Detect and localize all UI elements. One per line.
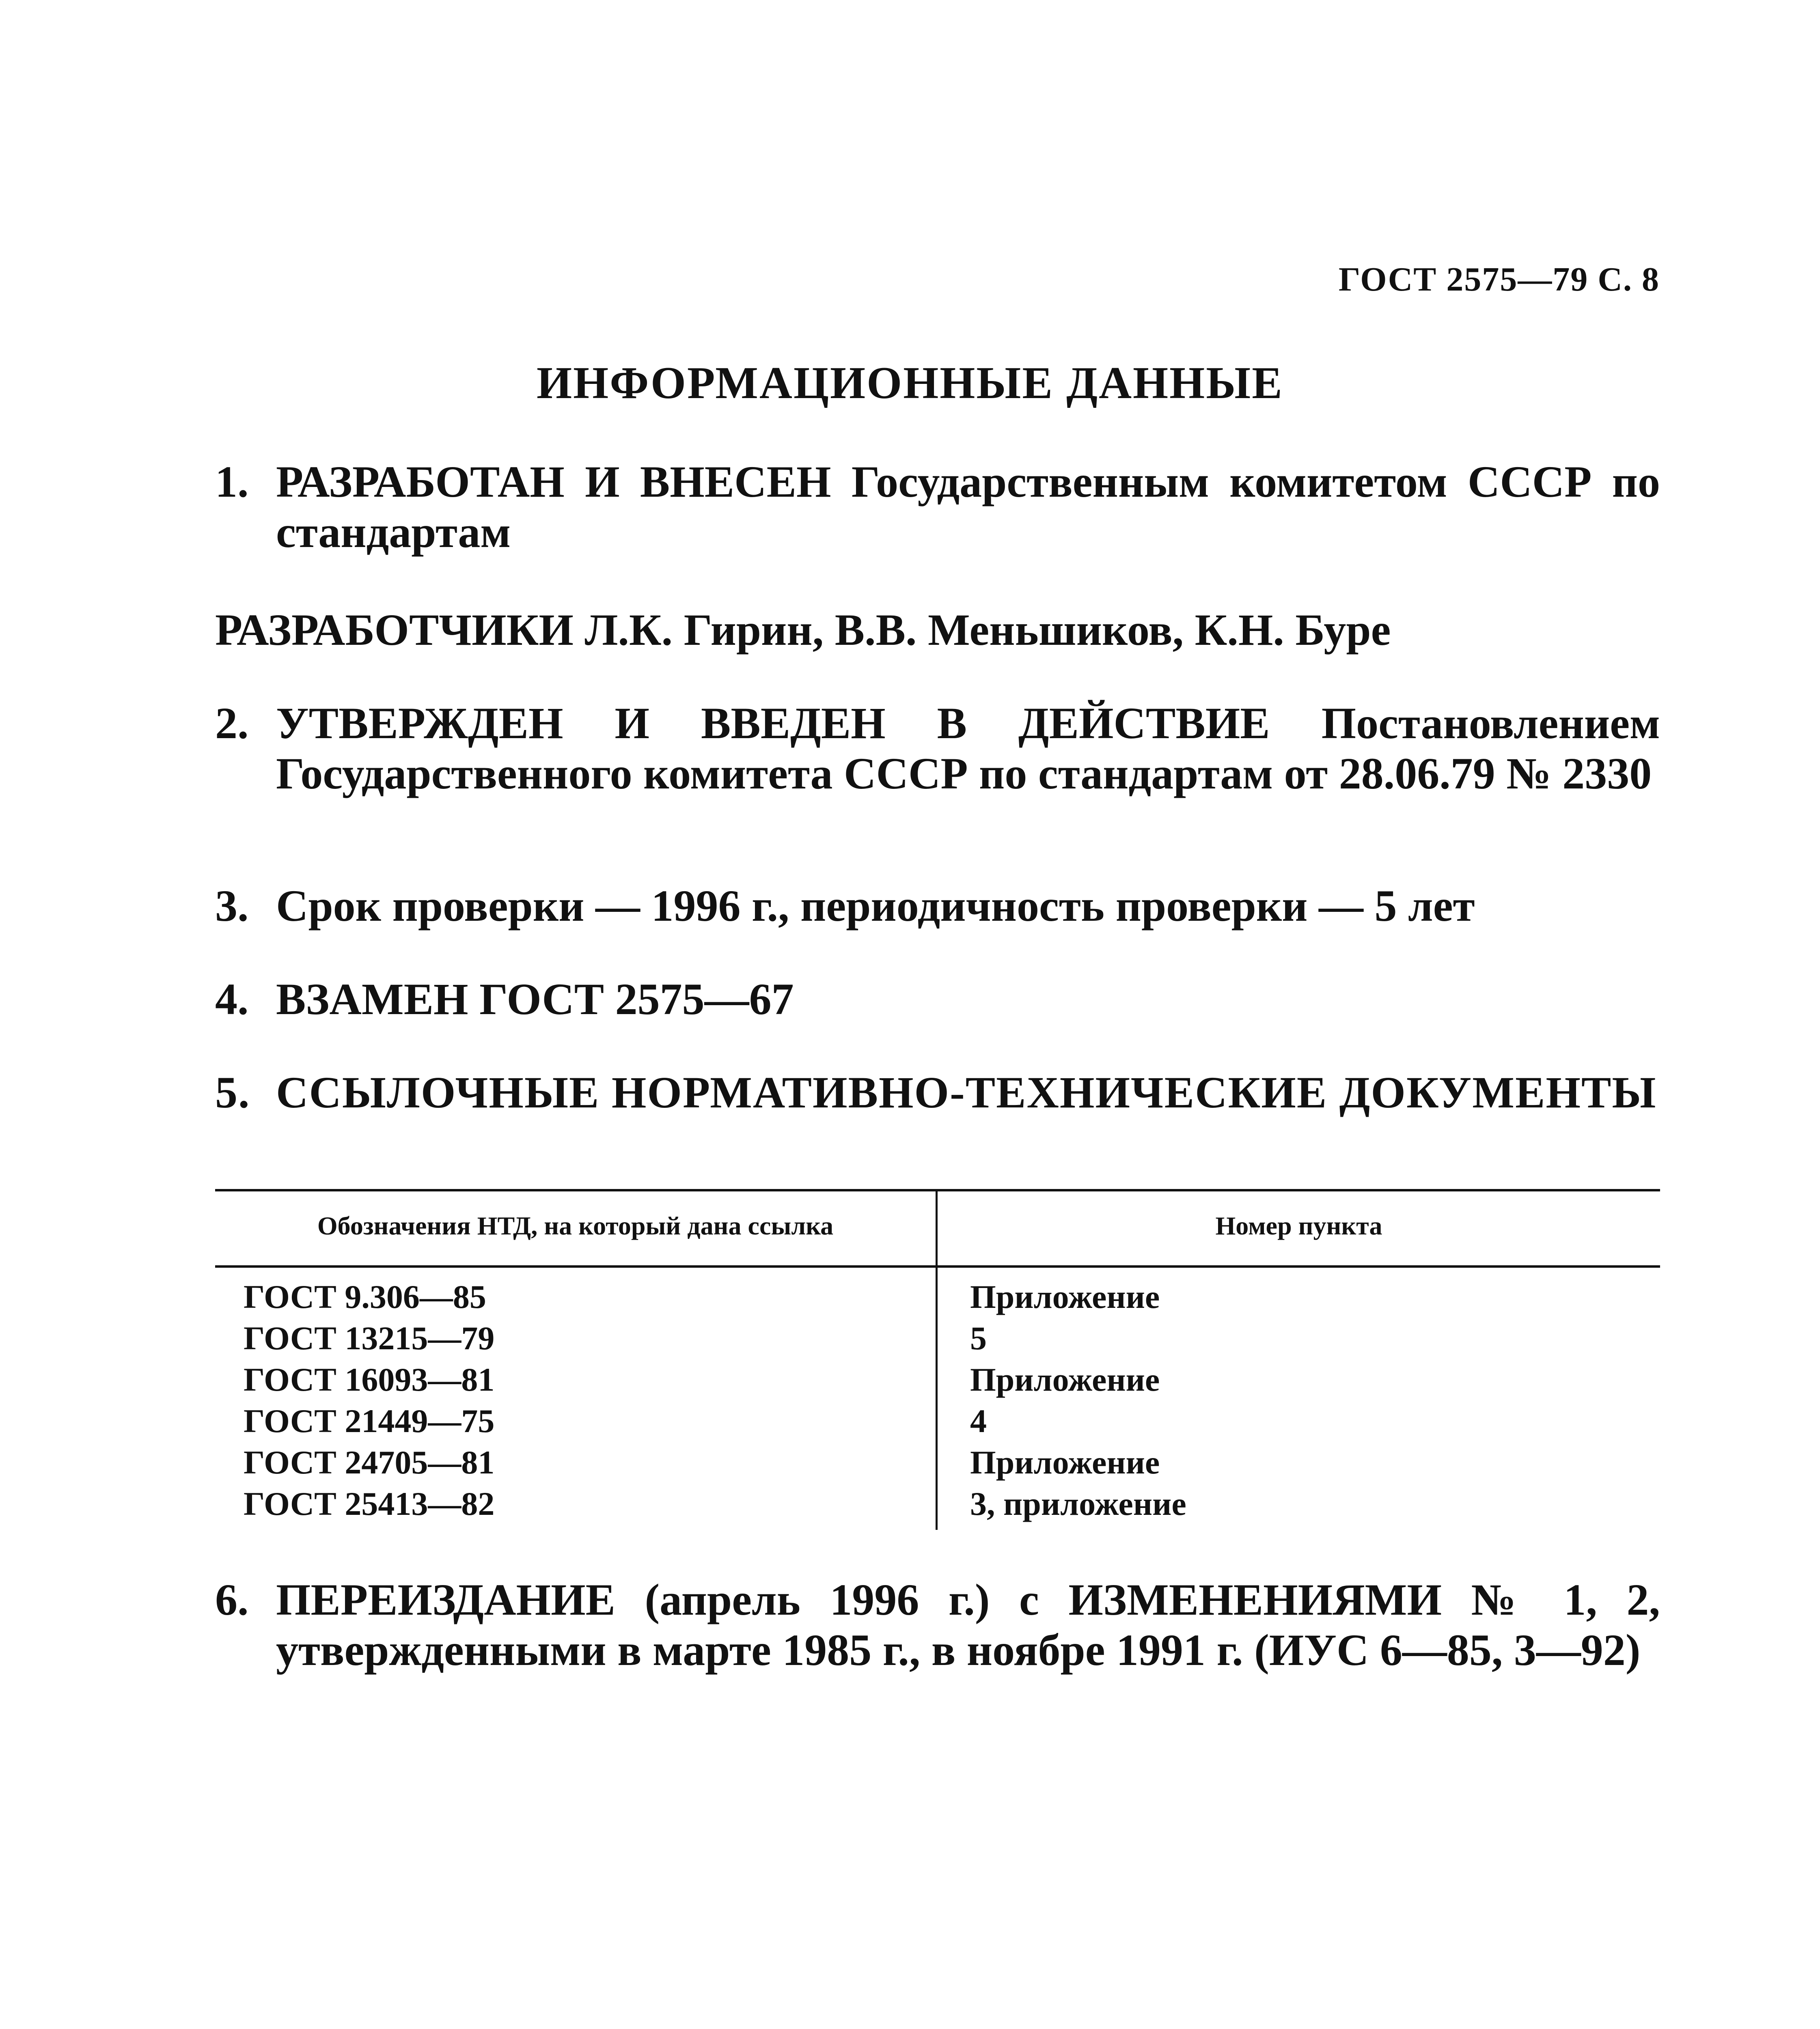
cell-designation: ГОСТ 13215—79 [244, 1320, 495, 1357]
cell-designation: ГОСТ 9.306—85 [244, 1278, 486, 1315]
info-item-5 [215, 1067, 1660, 1118]
item-text: РАЗРАБОТАН И ВНЕСЕН Государственным комитетом СССР по стандартам [276, 457, 1660, 557]
item-text: УТВЕРЖДЕН И ВВЕДЕН В ДЕЙСТВИЕ Постановлением Государственного комитета СССР по стандартам от 28.06.79 № 2330 [276, 698, 1660, 798]
info-item-4 [215, 974, 1660, 1024]
column-header-clause: Номер пункта [1215, 1211, 1382, 1240]
cell-designation: ГОСТ 24705—81 [244, 1444, 495, 1481]
table-row [215, 1318, 1660, 1359]
cell-clause: Приложение [970, 1361, 1160, 1398]
item-text: ПЕРЕИЗДАНИЕ (апрель 1996 г.) с ИЗМЕНЕНИЯМИ № 1, 2, утвержденными в марте 1985 г., в ноябре 1991 г. (ИУС 6—85, 3—92) [276, 1575, 1660, 1675]
column-header-designation: Обозначения НТД, на который дана ссылка [317, 1211, 834, 1240]
item-number: 1. [215, 457, 249, 506]
table-body [215, 1276, 1660, 1525]
item-number: 4. [215, 974, 249, 1024]
info-item-2 [215, 698, 1660, 799]
table-row [215, 1442, 1660, 1483]
table-row [215, 1400, 1660, 1442]
table-row [215, 1483, 1660, 1525]
info-item-1 [215, 457, 1660, 557]
item-text: Срок проверки — 1996 г., периодичность проверки — 5 лет [276, 881, 1475, 930]
table-top-rule [215, 1189, 1660, 1191]
cell-designation: ГОСТ 16093—81 [244, 1361, 495, 1398]
item-text: ВЗАМЕН ГОСТ 2575—67 [276, 974, 794, 1024]
info-item-3 [215, 881, 1660, 931]
cell-designation: ГОСТ 21449—75 [244, 1402, 495, 1439]
reference-documents-table [215, 1189, 1660, 1530]
item-number: 2. [215, 698, 249, 748]
cell-clause: 5 [970, 1320, 987, 1357]
table-header-rule [215, 1265, 1660, 1268]
cell-designation: ГОСТ 25413—82 [244, 1485, 495, 1522]
item-number: 3. [215, 881, 249, 930]
cell-clause: 3, приложение [970, 1485, 1186, 1522]
cell-clause: 4 [970, 1402, 987, 1439]
item-number: 5. [215, 1068, 250, 1117]
page-header-doc-ref: ГОСТ 2575—79 С. 8 [1338, 261, 1660, 298]
developers-line: РАЗРАБОТЧИКИ Л.К. Гирин, В.В. Меньшиков, К.Н. Буре [215, 605, 1391, 655]
item-number: 6. [215, 1575, 249, 1624]
cell-clause: Приложение [970, 1444, 1160, 1481]
document-title: ИНФОРМАЦИОННЫЕ ДАННЫЕ [537, 358, 1283, 408]
item-text: ССЫЛОЧНЫЕ НОРМАТИВНО-ТЕХНИЧЕСКИЕ ДОКУМЕНТЫ [276, 1068, 1657, 1117]
info-item-6 [215, 1575, 1660, 1675]
table-row [215, 1359, 1660, 1400]
table-row [215, 1276, 1660, 1318]
cell-clause: Приложение [970, 1278, 1160, 1315]
